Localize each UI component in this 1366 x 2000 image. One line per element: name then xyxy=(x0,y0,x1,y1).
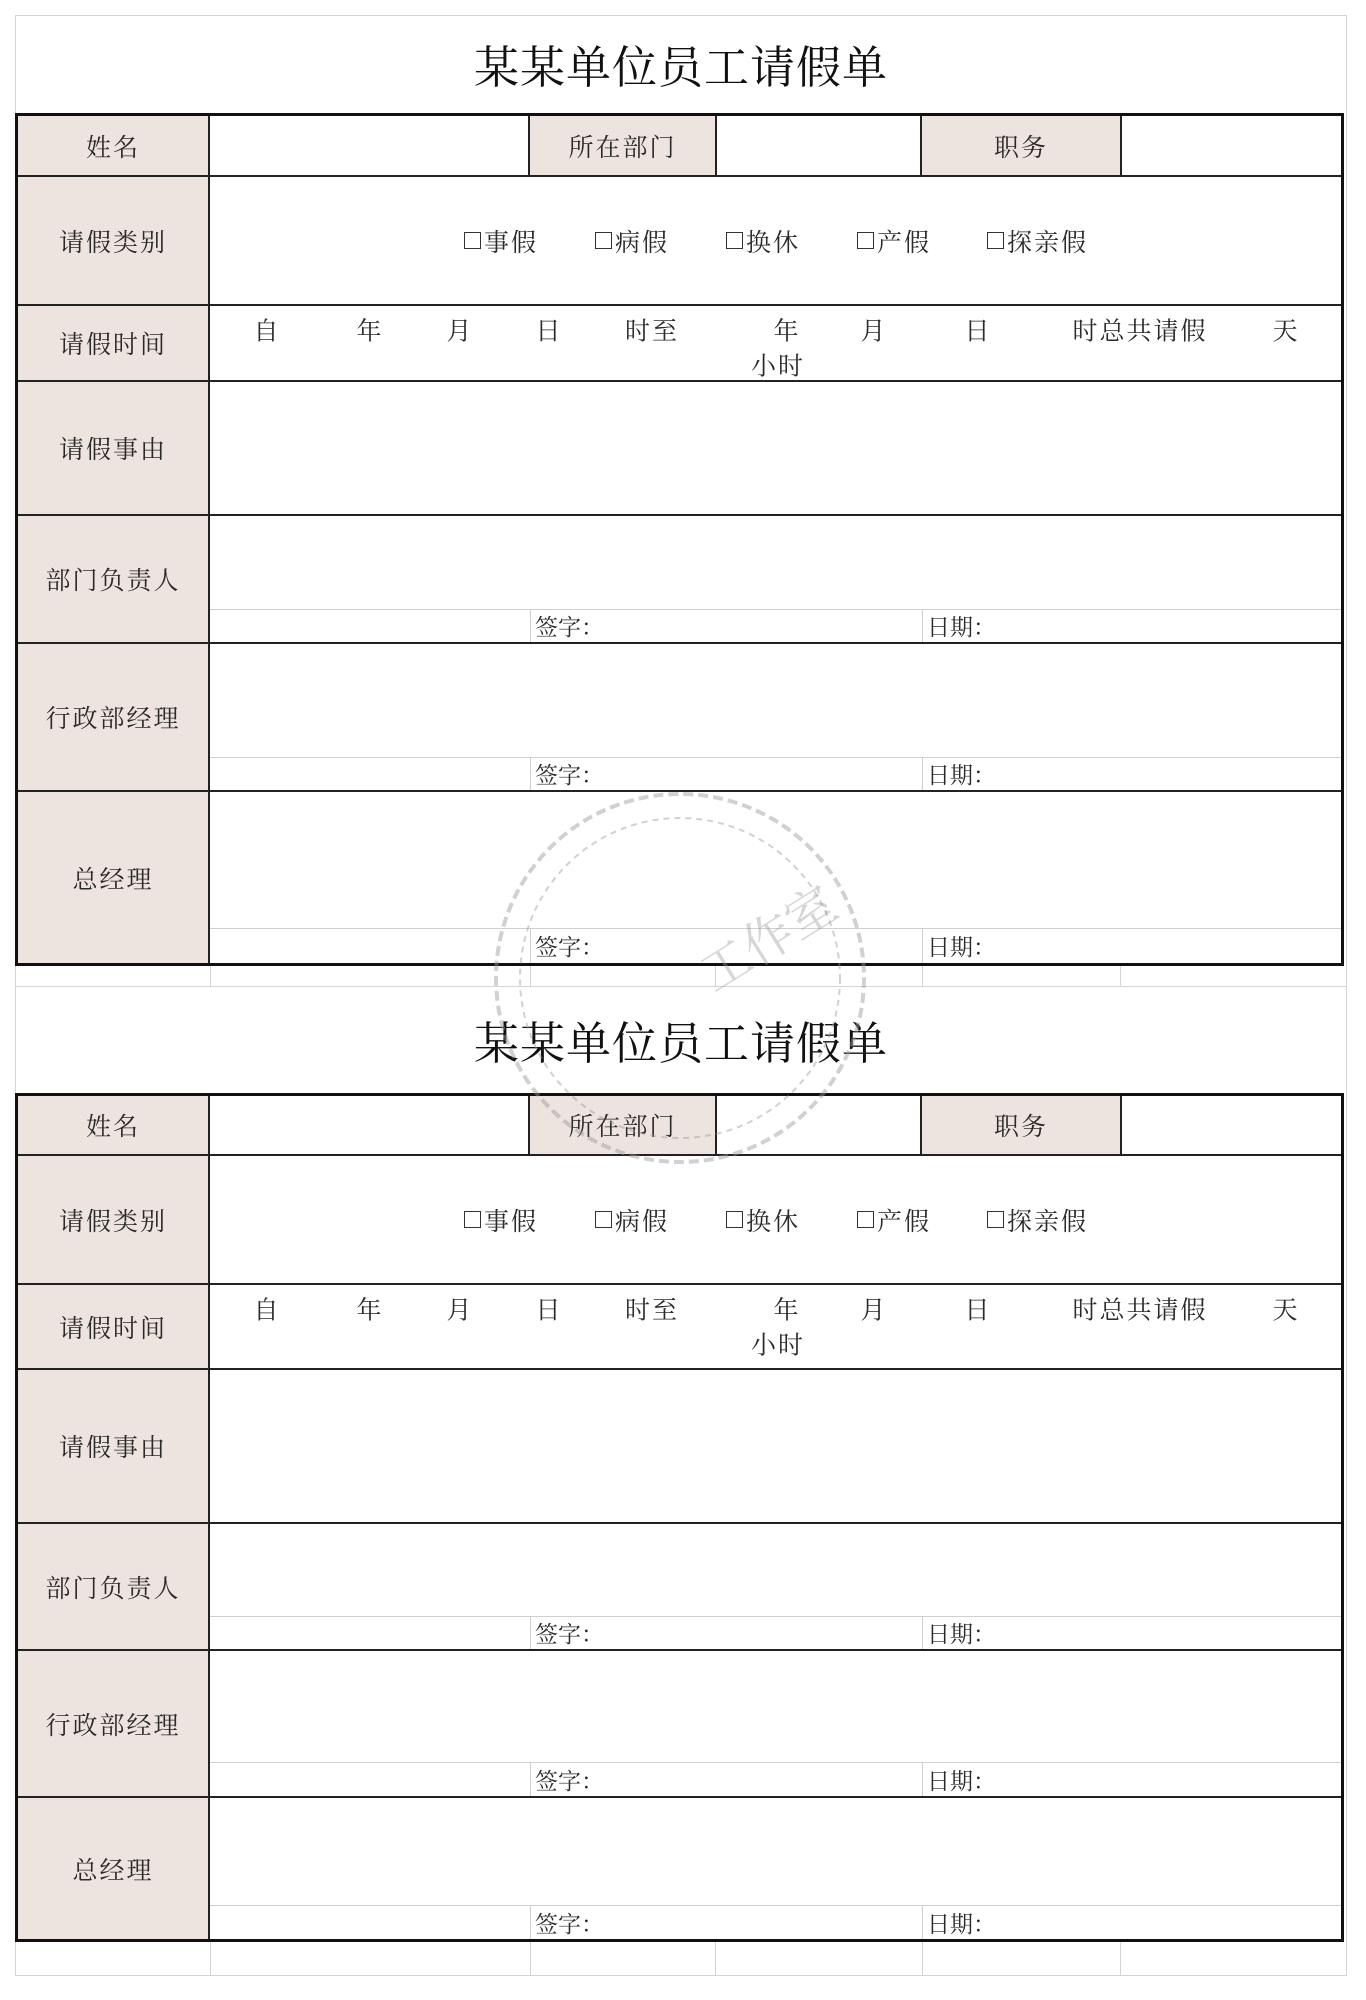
signature-label: 签字： xyxy=(530,1763,604,1796)
date-label: 日期： xyxy=(922,610,996,642)
time-token-hour-total: 时总共请假 xyxy=(1072,316,1208,346)
row-approval-department-head xyxy=(18,1524,1341,1651)
signature-label: 签字： xyxy=(530,929,604,963)
form-title: 某某单位员工请假单 xyxy=(473,40,888,94)
leave-reason-field[interactable] xyxy=(210,382,1341,514)
leave-type-option-label: 换休 xyxy=(746,227,801,257)
leave-type-option-shift[interactable] xyxy=(726,1205,800,1235)
department-label: 所在部门 xyxy=(528,1096,717,1154)
grid-line xyxy=(715,966,716,986)
signature-row xyxy=(210,1905,1341,1939)
checkbox-icon[interactable] xyxy=(987,1211,1004,1228)
leave-type-option-family-visit[interactable] xyxy=(987,226,1088,256)
leave-type-option-personal[interactable] xyxy=(464,1205,538,1235)
time-token-hours: 小时 xyxy=(750,351,806,381)
row-leave-type xyxy=(18,1156,1341,1285)
time-token-from: 自 xyxy=(253,1295,281,1325)
leave-time-field[interactable] xyxy=(210,306,1341,380)
time-token-year: 年 xyxy=(773,1295,801,1325)
time-token-hours: 小时 xyxy=(750,1330,806,1360)
date-label: 日期： xyxy=(922,1906,996,1939)
grid-line xyxy=(715,1942,716,1975)
name-field[interactable] xyxy=(210,116,528,175)
signature-row xyxy=(210,1762,1341,1796)
checkbox-icon[interactable] xyxy=(857,1211,874,1228)
signature-row xyxy=(210,1616,1341,1649)
leave-type-option-label: 事假 xyxy=(484,227,539,257)
checkbox-icon[interactable] xyxy=(726,1211,743,1228)
leave-time-field[interactable] xyxy=(210,1285,1341,1368)
time-token-year: 年 xyxy=(356,316,384,346)
time-token-month: 月 xyxy=(860,316,888,346)
time-token-hour-to: 时至 xyxy=(624,1295,680,1325)
signature-label: 签字： xyxy=(530,758,604,790)
leave-form xyxy=(15,987,1347,1976)
leave-type-option-maternity[interactable] xyxy=(857,1205,931,1235)
row-approval-department-head xyxy=(18,516,1341,644)
name-label: 姓名 xyxy=(18,116,210,175)
position-field[interactable] xyxy=(1122,1096,1341,1154)
grid-line xyxy=(530,966,531,986)
grid-line xyxy=(922,966,923,986)
signature-row xyxy=(210,757,1341,790)
signature-row xyxy=(210,928,1341,963)
position-label: 职务 xyxy=(920,116,1122,175)
time-token-hour-total: 时总共请假 xyxy=(1072,1295,1208,1325)
grid-line xyxy=(1120,1942,1121,1975)
approval-label: 总经理 xyxy=(18,792,210,963)
time-token-days: 天 xyxy=(1272,1295,1300,1325)
approval-label: 部门负责人 xyxy=(18,1524,210,1649)
row-leave-time xyxy=(18,1285,1341,1370)
leave-type-option-label: 产假 xyxy=(877,227,932,257)
leave-type-option-label: 产假 xyxy=(877,1206,932,1236)
position-field[interactable] xyxy=(1122,116,1341,175)
date-label: 日期： xyxy=(922,1617,996,1649)
approval-comment-field[interactable] xyxy=(210,792,1341,963)
spreadsheet-empty-row[interactable] xyxy=(15,1942,1347,1976)
name-label: 姓名 xyxy=(18,1096,210,1154)
row-approval-admin-manager xyxy=(18,1651,1341,1798)
time-token-days: 天 xyxy=(1272,316,1300,346)
leave-type-cell xyxy=(210,177,1341,304)
leave-reason-label: 请假事由 xyxy=(18,1370,210,1522)
row-leave-reason xyxy=(18,1370,1341,1524)
row-basic-info xyxy=(18,116,1341,177)
row-leave-reason xyxy=(18,382,1341,516)
approval-comment-field[interactable] xyxy=(210,644,1341,790)
position-label: 职务 xyxy=(920,1096,1122,1154)
department-label: 所在部门 xyxy=(528,116,717,175)
checkbox-icon[interactable] xyxy=(857,232,874,249)
leave-type-option-sick[interactable] xyxy=(595,1205,669,1235)
grid-line xyxy=(922,1942,923,1975)
signature-row xyxy=(210,609,1341,642)
checkbox-icon[interactable] xyxy=(726,232,743,249)
approval-comment-field[interactable] xyxy=(210,1651,1341,1796)
time-token-day: 日 xyxy=(535,316,563,346)
date-label: 日期： xyxy=(922,929,996,963)
leave-type-option-label: 病假 xyxy=(615,227,670,257)
leave-type-option-shift[interactable] xyxy=(726,226,800,256)
approval-comment-field[interactable] xyxy=(210,1798,1341,1939)
leave-type-option-family-visit[interactable] xyxy=(987,1205,1088,1235)
checkbox-icon[interactable] xyxy=(464,1211,481,1228)
approval-label: 行政部经理 xyxy=(18,1651,210,1796)
leave-type-options xyxy=(210,226,1341,256)
leave-type-options xyxy=(210,1205,1341,1235)
leave-type-option-label: 病假 xyxy=(615,1206,670,1236)
leave-time-label: 请假时间 xyxy=(18,1285,210,1368)
name-field[interactable] xyxy=(210,1096,528,1154)
leave-type-option-label: 探亲假 xyxy=(1007,227,1089,257)
date-label: 日期： xyxy=(922,1763,996,1796)
checkbox-icon[interactable] xyxy=(595,1211,612,1228)
row-approval-admin-manager xyxy=(18,644,1341,792)
time-token-year: 年 xyxy=(356,1295,384,1325)
leave-reason-field[interactable] xyxy=(210,1370,1341,1522)
approval-comment-field[interactable] xyxy=(210,1524,1341,1649)
leave-form xyxy=(15,15,1347,987)
time-token-month: 月 xyxy=(446,316,474,346)
signature-label: 签字： xyxy=(530,610,604,642)
leave-form-table xyxy=(15,1093,1344,1942)
leave-type-cell xyxy=(210,1156,1341,1283)
time-token-hour-to: 时至 xyxy=(624,316,680,346)
grid-line xyxy=(210,966,211,986)
form-title: 某某单位员工请假单 xyxy=(473,1016,888,1070)
leave-type-option-label: 探亲假 xyxy=(1007,1206,1089,1236)
leave-form-table xyxy=(15,113,1344,966)
approval-label: 部门负责人 xyxy=(18,516,210,642)
row-leave-type xyxy=(18,177,1341,306)
time-token-from: 自 xyxy=(253,316,281,346)
checkbox-icon[interactable] xyxy=(987,232,1004,249)
department-field[interactable] xyxy=(717,1096,920,1154)
checkbox-icon[interactable] xyxy=(595,232,612,249)
checkbox-icon[interactable] xyxy=(464,232,481,249)
leave-type-option-sick[interactable] xyxy=(595,226,669,256)
date-label: 日期： xyxy=(922,758,996,790)
leave-type-label: 请假类别 xyxy=(18,177,210,304)
approval-label: 行政部经理 xyxy=(18,644,210,790)
signature-label: 签字： xyxy=(530,1617,604,1649)
leave-time-label: 请假时间 xyxy=(18,306,210,380)
row-approval-general-manager xyxy=(18,792,1341,963)
time-token-year: 年 xyxy=(773,316,801,346)
time-token-day: 日 xyxy=(535,1295,563,1325)
department-field[interactable] xyxy=(717,116,920,175)
form-title-row xyxy=(15,987,1347,1093)
leave-reason-label: 请假事由 xyxy=(18,382,210,514)
row-basic-info xyxy=(18,1096,1341,1156)
leave-type-option-maternity[interactable] xyxy=(857,226,931,256)
grid-line xyxy=(210,1942,211,1975)
leave-type-option-label: 事假 xyxy=(484,1206,539,1236)
time-token-day: 日 xyxy=(964,1295,992,1325)
grid-line xyxy=(1120,966,1121,986)
form-title-row xyxy=(15,15,1347,113)
row-approval-general-manager xyxy=(18,1798,1341,1939)
watermark-text: 工作室 xyxy=(689,874,848,1004)
leave-type-option-personal[interactable] xyxy=(464,226,538,256)
grid-line xyxy=(530,1942,531,1975)
time-token-month: 月 xyxy=(860,1295,888,1325)
leave-type-option-label: 换休 xyxy=(746,1206,801,1236)
leave-type-label: 请假类别 xyxy=(18,1156,210,1283)
time-token-day: 日 xyxy=(964,316,992,346)
signature-label: 签字： xyxy=(530,1906,604,1939)
time-token-month: 月 xyxy=(446,1295,474,1325)
spreadsheet-empty-row[interactable] xyxy=(15,966,1347,987)
approval-label: 总经理 xyxy=(18,1798,210,1939)
row-leave-time xyxy=(18,306,1341,382)
approval-comment-field[interactable] xyxy=(210,516,1341,642)
